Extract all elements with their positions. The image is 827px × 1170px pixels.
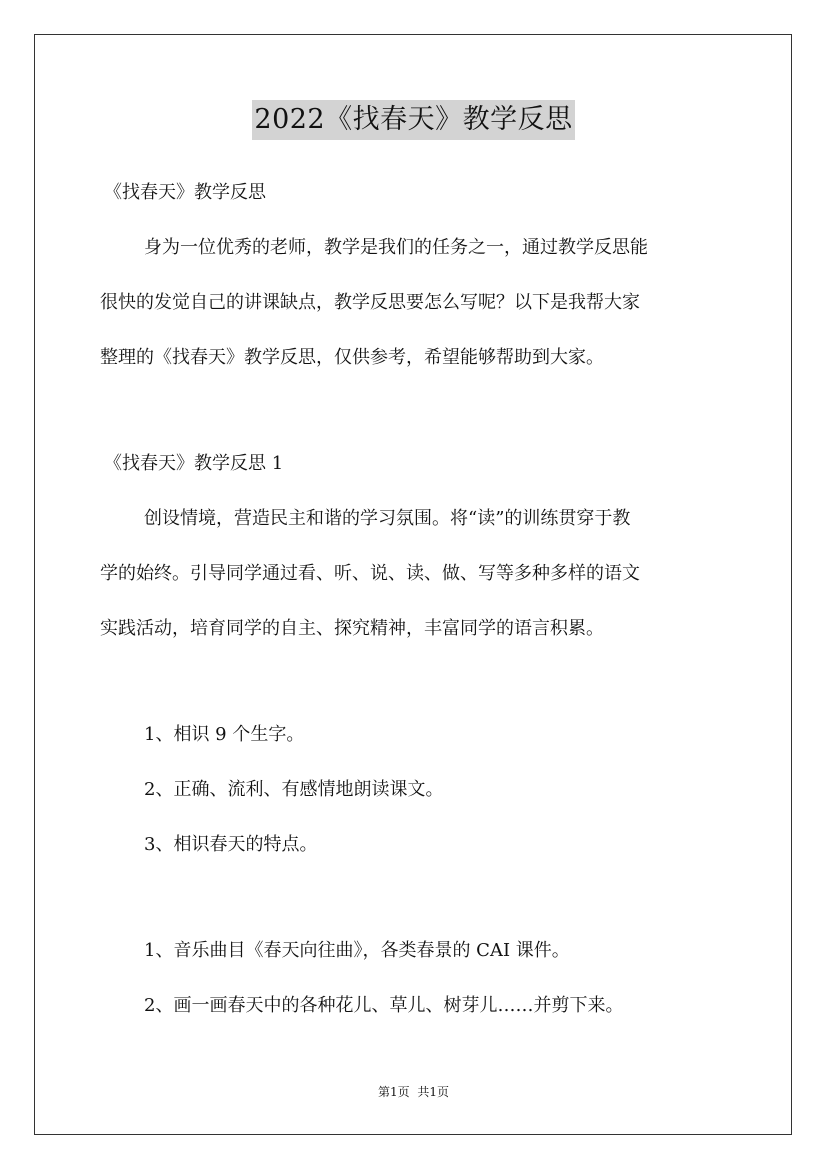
page-number: 第1页: [378, 1085, 410, 1099]
paragraph-line-3: 实践活动，培育同学的自主、探究精神，丰富同学的语言积累。: [100, 618, 604, 639]
paragraph-line-1: 创设情境，营造民主和谐的学习氛围。将“读”的训练贯穿于教: [144, 508, 631, 529]
section-heading: 《找春天》教学反思: [104, 182, 266, 203]
prep-item-1: 1、音乐曲目《春天向往曲》，各类春景的 CAI 课件。: [144, 940, 570, 961]
intro-line-2: 很快的发觉自己的讲课缺点，教学反思要怎么写呢？以下是我帮大家: [100, 292, 640, 313]
page-footer: [0, 1083, 827, 1101]
prep-item-2: 2、画一画春天中的各种花儿、草儿、树芽儿……并剪下来。: [144, 995, 624, 1016]
section-heading-1: 《找春天》教学反思 1: [104, 453, 284, 474]
goal-item-2: 2、正确、流利、有感情地朗读课文。: [144, 779, 444, 800]
paragraph-line-2: 学的始终。引导同学通过看、听、说、读、做、写等多种多样的语文: [100, 563, 640, 584]
goal-item-3: 3、相识春天的特点。: [144, 834, 318, 855]
document-title: 2022《找春天》教学反思: [252, 100, 574, 140]
goal-item-1: 1、相识 9 个生字。: [144, 724, 305, 745]
title-container: [0, 100, 827, 140]
page-total: 共1页: [417, 1085, 449, 1099]
intro-line-3: 整理的《找春天》教学反思，仅供参考，希望能够帮助到大家。: [100, 347, 604, 368]
intro-line-1: 身为一位优秀的老师，教学是我们的任务之一，通过教学反思能: [144, 237, 648, 258]
